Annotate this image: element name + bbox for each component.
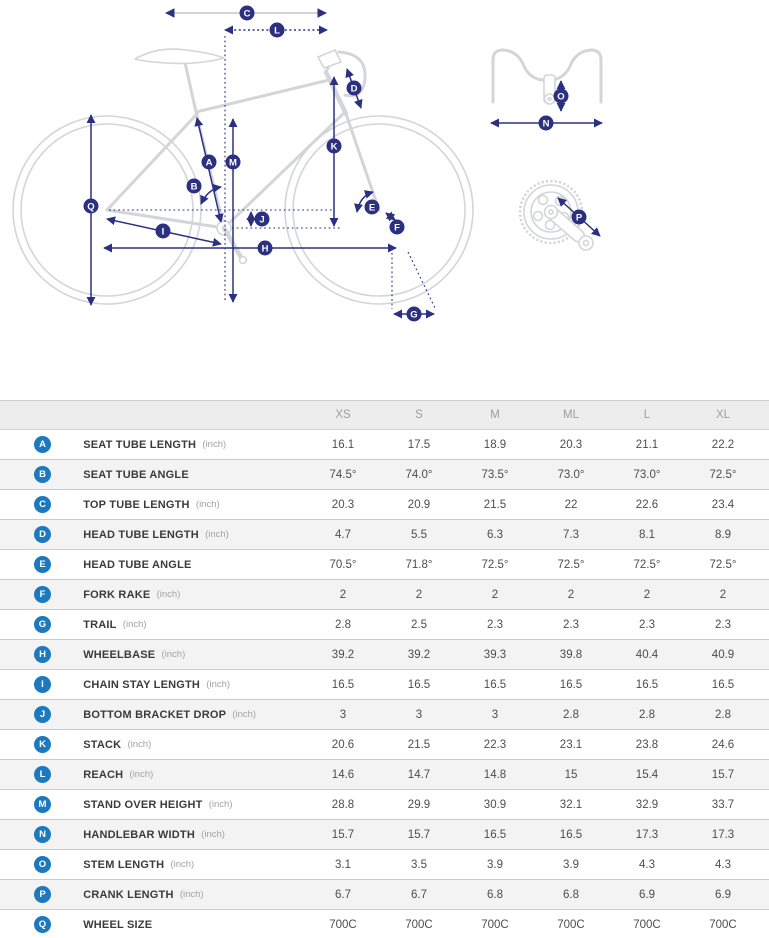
table-row (0, 610, 769, 640)
cell-value-xl: 700C (685, 910, 769, 938)
svg-text:C: C (243, 8, 251, 20)
row-label: STAND OVER HEIGHT (83, 798, 203, 811)
cell-value-m: 3.9 (457, 850, 533, 880)
row-unit: (inch) (206, 679, 231, 690)
cell-value-s: 20.9 (381, 490, 457, 520)
marker-o (554, 89, 569, 104)
row-label: REACH (83, 768, 124, 781)
row-unit: (inch) (122, 619, 147, 630)
row-letter-badge: A (34, 436, 51, 453)
row-unit: (inch) (205, 529, 229, 540)
svg-text:O: O (557, 91, 565, 103)
row-label: HANDLEBAR WIDTH (83, 828, 195, 841)
cell-value-m: 6.8 (457, 880, 533, 910)
table-row (0, 670, 769, 700)
table-row (0, 730, 769, 760)
cell-value-m: 2.3 (457, 610, 533, 640)
row-unit: (inch) (156, 589, 181, 600)
svg-text:I: I (161, 226, 165, 238)
cell-value-xs: 28.8 (305, 790, 381, 820)
table-row (0, 460, 769, 490)
cell-value-m: 14.8 (457, 760, 533, 790)
cell-value-xs: 3.1 (305, 850, 381, 880)
marker-i (156, 224, 171, 239)
cell-value-xs: 20.3 (305, 490, 381, 520)
cell-value-xs: 74.5° (305, 460, 381, 490)
cell-value-xs: 16.5 (305, 670, 381, 700)
cell-value-xl: 72.5° (685, 550, 769, 580)
cell-value-xl: 2.8 (685, 700, 769, 730)
col-header-xs: XS (305, 401, 381, 430)
table-row (0, 880, 769, 910)
cell-value-s: 3 (381, 700, 457, 730)
cell-value-xs: 700C (305, 910, 381, 938)
cell-value-xs: 15.7 (305, 820, 381, 850)
row-letter-badge: I (34, 676, 51, 693)
table-row (0, 430, 769, 460)
cell-value-l: 2 (609, 580, 685, 610)
row-label: STEM LENGTH (83, 858, 165, 871)
cell-value-s: 29.9 (381, 790, 457, 820)
cell-value-ml: 700C (533, 910, 609, 938)
bike-side-view (13, 49, 473, 304)
row-label: HEAD TUBE LENGTH (83, 528, 199, 541)
cell-value-l: 16.5 (609, 670, 685, 700)
cell-value-m: 2 (457, 580, 533, 610)
row-label: TOP TUBE LENGTH (83, 498, 190, 511)
row-label: TRAIL (83, 618, 117, 631)
table-row (0, 820, 769, 850)
svg-text:M: M (229, 157, 237, 169)
marker-p (572, 210, 587, 225)
cell-value-s: 74.0° (381, 460, 457, 490)
cell-value-s: 71.8° (381, 550, 457, 580)
cell-value-xl: 17.3 (685, 820, 769, 850)
geometry-table-body (0, 430, 769, 938)
cell-value-ml: 2.3 (533, 610, 609, 640)
cell-value-m: 16.5 (457, 820, 533, 850)
cell-value-l: 72.5° (609, 550, 685, 580)
table-row (0, 580, 769, 610)
cell-value-ml: 39.8 (533, 640, 609, 670)
cell-value-xl: 72.5° (685, 460, 769, 490)
cell-value-l: 15.4 (609, 760, 685, 790)
cell-value-m: 6.3 (457, 520, 533, 550)
cell-value-xs: 20.6 (305, 730, 381, 760)
row-unit: (inch) (170, 859, 195, 870)
handlebar-front-view (493, 50, 601, 104)
cell-value-ml: 7.3 (533, 520, 609, 550)
row-letter-badge: K (34, 736, 51, 753)
table-row (0, 850, 769, 880)
row-unit: (inch) (232, 709, 257, 720)
cell-value-l: 23.8 (609, 730, 685, 760)
cell-value-l: 700C (609, 910, 685, 938)
row-label: WHEELBASE (83, 648, 156, 661)
cell-value-l: 2.8 (609, 700, 685, 730)
marker-k (327, 139, 342, 154)
table-row (0, 910, 769, 938)
cell-value-m: 39.3 (457, 640, 533, 670)
bike-diagram-svg (0, 0, 769, 400)
row-letter-badge: L (34, 766, 51, 783)
cell-value-xs: 16.1 (305, 430, 381, 460)
row-unit: (inch) (208, 799, 233, 810)
cell-value-xs: 2 (305, 580, 381, 610)
cell-value-ml: 6.8 (533, 880, 609, 910)
row-letter-badge: H (34, 646, 51, 663)
row-letter-badge: F (34, 586, 51, 603)
svg-text:K: K (330, 141, 338, 153)
cell-value-m: 30.9 (457, 790, 533, 820)
cell-value-l: 8.1 (609, 520, 685, 550)
cell-value-s: 15.7 (381, 820, 457, 850)
marker-a (202, 155, 217, 170)
marker-n (539, 116, 554, 131)
svg-text:F: F (394, 222, 400, 234)
saddle (135, 49, 224, 63)
col-header-l: L (609, 401, 685, 430)
cell-value-s: 17.5 (381, 430, 457, 460)
marker-e (365, 200, 380, 215)
cell-value-xl: 2.3 (685, 610, 769, 640)
cell-value-s: 14.7 (381, 760, 457, 790)
cell-value-l: 22.6 (609, 490, 685, 520)
frame (107, 58, 379, 264)
cell-value-s: 6.7 (381, 880, 457, 910)
cell-value-xl: 4.3 (685, 850, 769, 880)
cell-value-xs: 2.8 (305, 610, 381, 640)
svg-text:Q: Q (87, 201, 95, 213)
cell-value-m: 21.5 (457, 490, 533, 520)
row-letter-badge: J (34, 706, 51, 723)
svg-text:N: N (542, 118, 550, 130)
table-row (0, 790, 769, 820)
cell-value-xs: 6.7 (305, 880, 381, 910)
cell-value-xl: 6.9 (685, 880, 769, 910)
row-unit: (inch) (127, 739, 152, 750)
cell-value-l: 2.3 (609, 610, 685, 640)
cell-value-xl: 23.4 (685, 490, 769, 520)
row-letter-badge: P (34, 886, 51, 903)
cell-value-m: 73.5° (457, 460, 533, 490)
cell-value-s: 2.5 (381, 610, 457, 640)
svg-text:D: D (350, 83, 358, 95)
row-letter-badge: B (34, 466, 51, 483)
cell-value-ml: 15 (533, 760, 609, 790)
cell-value-l: 32.9 (609, 790, 685, 820)
table-row (0, 640, 769, 670)
svg-text:L: L (274, 25, 280, 37)
cell-value-xs: 4.7 (305, 520, 381, 550)
table-row (0, 760, 769, 790)
row-letter-badge: O (34, 856, 51, 873)
cell-value-s: 5.5 (381, 520, 457, 550)
cell-value-s: 21.5 (381, 730, 457, 760)
row-letter-badge: N (34, 826, 51, 843)
cell-value-xl: 2 (685, 580, 769, 610)
cell-value-l: 6.9 (609, 880, 685, 910)
cell-value-m: 72.5° (457, 550, 533, 580)
marker-f (390, 220, 405, 235)
cell-value-xs: 3 (305, 700, 381, 730)
svg-text:E: E (368, 202, 376, 214)
cell-value-xl: 40.9 (685, 640, 769, 670)
cell-value-s: 16.5 (381, 670, 457, 700)
ref-steering-axis (408, 252, 436, 310)
cell-value-l: 17.3 (609, 820, 685, 850)
cell-value-ml: 73.0° (533, 460, 609, 490)
cell-value-ml: 16.5 (533, 670, 609, 700)
row-letter-badge: Q (34, 916, 51, 933)
cell-value-s: 700C (381, 910, 457, 938)
row-label: BOTTOM BRACKET DROP (83, 708, 227, 721)
geometry-table (0, 400, 769, 938)
marker-j (255, 212, 270, 227)
svg-text:P: P (575, 212, 583, 224)
marker-d (347, 81, 362, 96)
row-label: CRANK LENGTH (83, 888, 174, 901)
dim-fork-rake (386, 213, 395, 220)
marker-m (226, 155, 241, 170)
cell-value-s: 2 (381, 580, 457, 610)
svg-text:A: A (205, 157, 213, 169)
col-header-s: S (381, 401, 457, 430)
row-letter-badge: E (34, 556, 51, 573)
row-unit: (inch) (195, 499, 220, 510)
row-letter-badge: G (34, 616, 51, 633)
cell-value-ml: 32.1 (533, 790, 609, 820)
row-letter-badge: C (34, 496, 51, 513)
svg-text:G: G (410, 309, 418, 321)
cell-value-m: 18.9 (457, 430, 533, 460)
cell-value-xl: 22.2 (685, 430, 769, 460)
row-label: STACK (83, 738, 122, 751)
cell-value-xl: 33.7 (685, 790, 769, 820)
cell-value-l: 40.4 (609, 640, 685, 670)
cell-value-ml: 72.5° (533, 550, 609, 580)
cell-value-ml: 3.9 (533, 850, 609, 880)
cell-value-ml: 16.5 (533, 820, 609, 850)
svg-text:H: H (261, 243, 269, 255)
row-unit: (inch) (129, 769, 154, 780)
cell-value-m: 22.3 (457, 730, 533, 760)
row-letter-badge: D (34, 526, 51, 543)
table-row (0, 550, 769, 580)
cell-value-xl: 16.5 (685, 670, 769, 700)
cell-value-xs: 70.5° (305, 550, 381, 580)
row-letter-badge: M (34, 796, 51, 813)
cell-value-xs: 14.6 (305, 760, 381, 790)
row-unit: (inch) (202, 439, 227, 450)
cell-value-ml: 2.8 (533, 700, 609, 730)
row-unit: (inch) (161, 649, 186, 660)
table-row (0, 520, 769, 550)
cell-value-m: 16.5 (457, 670, 533, 700)
marker-b (187, 179, 202, 194)
row-label: SEAT TUBE ANGLE (83, 468, 189, 481)
cell-value-ml: 23.1 (533, 730, 609, 760)
col-header-xl: XL (685, 401, 769, 430)
cell-value-ml: 22 (533, 490, 609, 520)
geometry-diagram (0, 0, 769, 400)
svg-text:J: J (259, 214, 265, 226)
cell-value-xl: 24.6 (685, 730, 769, 760)
table-row (0, 700, 769, 730)
row-label: WHEEL SIZE (83, 918, 153, 931)
svg-text:B: B (190, 181, 198, 193)
marker-c (240, 6, 255, 21)
cell-value-xl: 15.7 (685, 760, 769, 790)
cell-value-ml: 20.3 (533, 430, 609, 460)
cell-value-m: 700C (457, 910, 533, 938)
cell-value-s: 3.5 (381, 850, 457, 880)
marker-g (407, 307, 422, 322)
cell-value-xs: 39.2 (305, 640, 381, 670)
header-spacer (0, 401, 305, 430)
row-label: CHAIN STAY LENGTH (83, 678, 201, 691)
marker-h (258, 241, 273, 256)
cell-value-l: 73.0° (609, 460, 685, 490)
row-unit: (inch) (179, 889, 204, 900)
cell-value-ml: 2 (533, 580, 609, 610)
cell-value-xl: 8.9 (685, 520, 769, 550)
cell-value-l: 21.1 (609, 430, 685, 460)
cell-value-m: 3 (457, 700, 533, 730)
col-header-m: M (457, 401, 533, 430)
cell-value-s: 39.2 (381, 640, 457, 670)
row-label: SEAT TUBE LENGTH (83, 438, 197, 451)
marker-q (84, 199, 99, 214)
col-header-ml: ML (533, 401, 609, 430)
table-row (0, 490, 769, 520)
row-unit: (inch) (201, 829, 225, 840)
marker-l (270, 23, 285, 38)
row-label: HEAD TUBE ANGLE (83, 558, 192, 571)
table-header-row (0, 401, 769, 430)
row-label: FORK RAKE (83, 588, 151, 601)
cell-value-l: 4.3 (609, 850, 685, 880)
